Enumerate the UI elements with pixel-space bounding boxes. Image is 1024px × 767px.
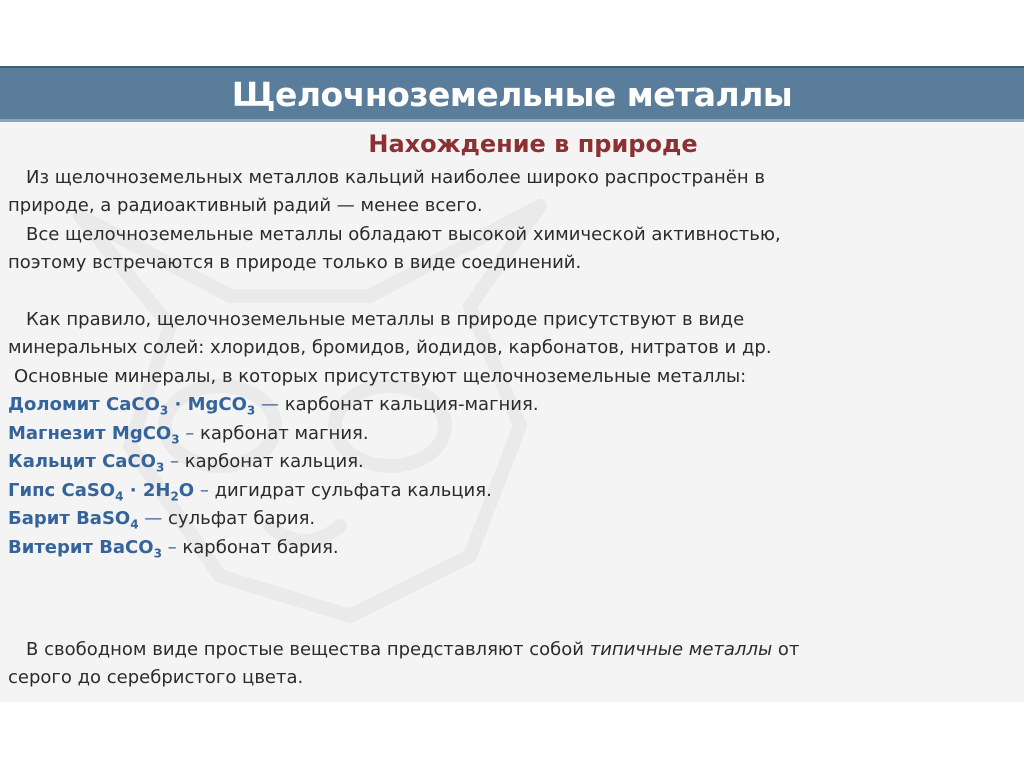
paragraph-line: В свободном виде простые вещества представляют собой типичные металлы от: [26, 639, 800, 660]
section-subtitle: Нахождение в природе: [368, 130, 698, 158]
mineral-name: Гипс CaSO$_4$ · $2H_2O$: [8, 480, 195, 504]
mineral-name: Магнезит MgCO$_3$: [8, 423, 180, 447]
mineral-item: Гипс CaSO$_4$ · $2H_2O$ – дигидрат сульфата кальция.: [8, 480, 492, 504]
mineral-description: карбонат кальция-магния.: [284, 394, 539, 415]
mineral-description: карбонат кальция.: [184, 451, 364, 472]
mineral-item: Магнезит MgCO$_3$ – карбонат магния.: [8, 423, 369, 447]
paragraph-line: Как правило, щелочноземельные металлы в природе присутствуют в виде: [26, 309, 745, 330]
mineral-description: сульфат бария.: [168, 508, 316, 529]
emphasis-text: типичные металлы: [589, 639, 773, 660]
mineral-name: Витерит BaCO$_3$: [8, 537, 162, 561]
mineral-name: Барит BaSO$_4$: [8, 508, 139, 532]
slide: [0, 66, 1024, 702]
paragraph-line: природе, а радиоактивный радий — менее всего.: [8, 195, 483, 216]
mineral-item: Доломит CaCO$_3$ · MgCO$_3$ — карбонат кальция-магния.: [8, 394, 539, 418]
mineral-description: дигидрат сульфата кальция.: [214, 480, 492, 501]
paragraph-line: Все щелочноземельные металлы обладают высокой химической активностью,: [26, 224, 781, 245]
mineral-name: Доломит CaCO$_3$ · MgCO$_3$: [8, 394, 256, 418]
mineral-name: Кальцит CaCO$_3$: [8, 451, 165, 475]
mineral-item: Витерит BaCO$_3$ – карбонат бария.: [8, 537, 339, 561]
paragraph-line: Из щелочноземельных металлов кальций наиболее широко распространён в: [26, 167, 765, 188]
paragraph-line: серого до серебристого цвета.: [8, 667, 304, 688]
mineral-description: карбонат магния.: [200, 423, 369, 444]
paragraph-line: поэтому встречаются в природе только в виде соединений.: [8, 252, 582, 273]
paragraph-line: Основные минералы, в которых присутствуют щелочноземельные металлы:: [14, 366, 747, 387]
paragraph-line: минеральных солей: хлоридов, бромидов, йодидов, карбонатов, нитратов и др.: [8, 337, 772, 358]
slide-title: Щелочноземельные металлы: [231, 75, 793, 114]
mineral-description: карбонат бария.: [182, 537, 339, 558]
header-bar: [0, 66, 1024, 122]
mineral-item: Барит BaSO$_4$ — сульфат бария.: [8, 508, 316, 532]
mineral-item: Кальцит CaCO$_3$ – карбонат кальция.: [8, 451, 364, 475]
